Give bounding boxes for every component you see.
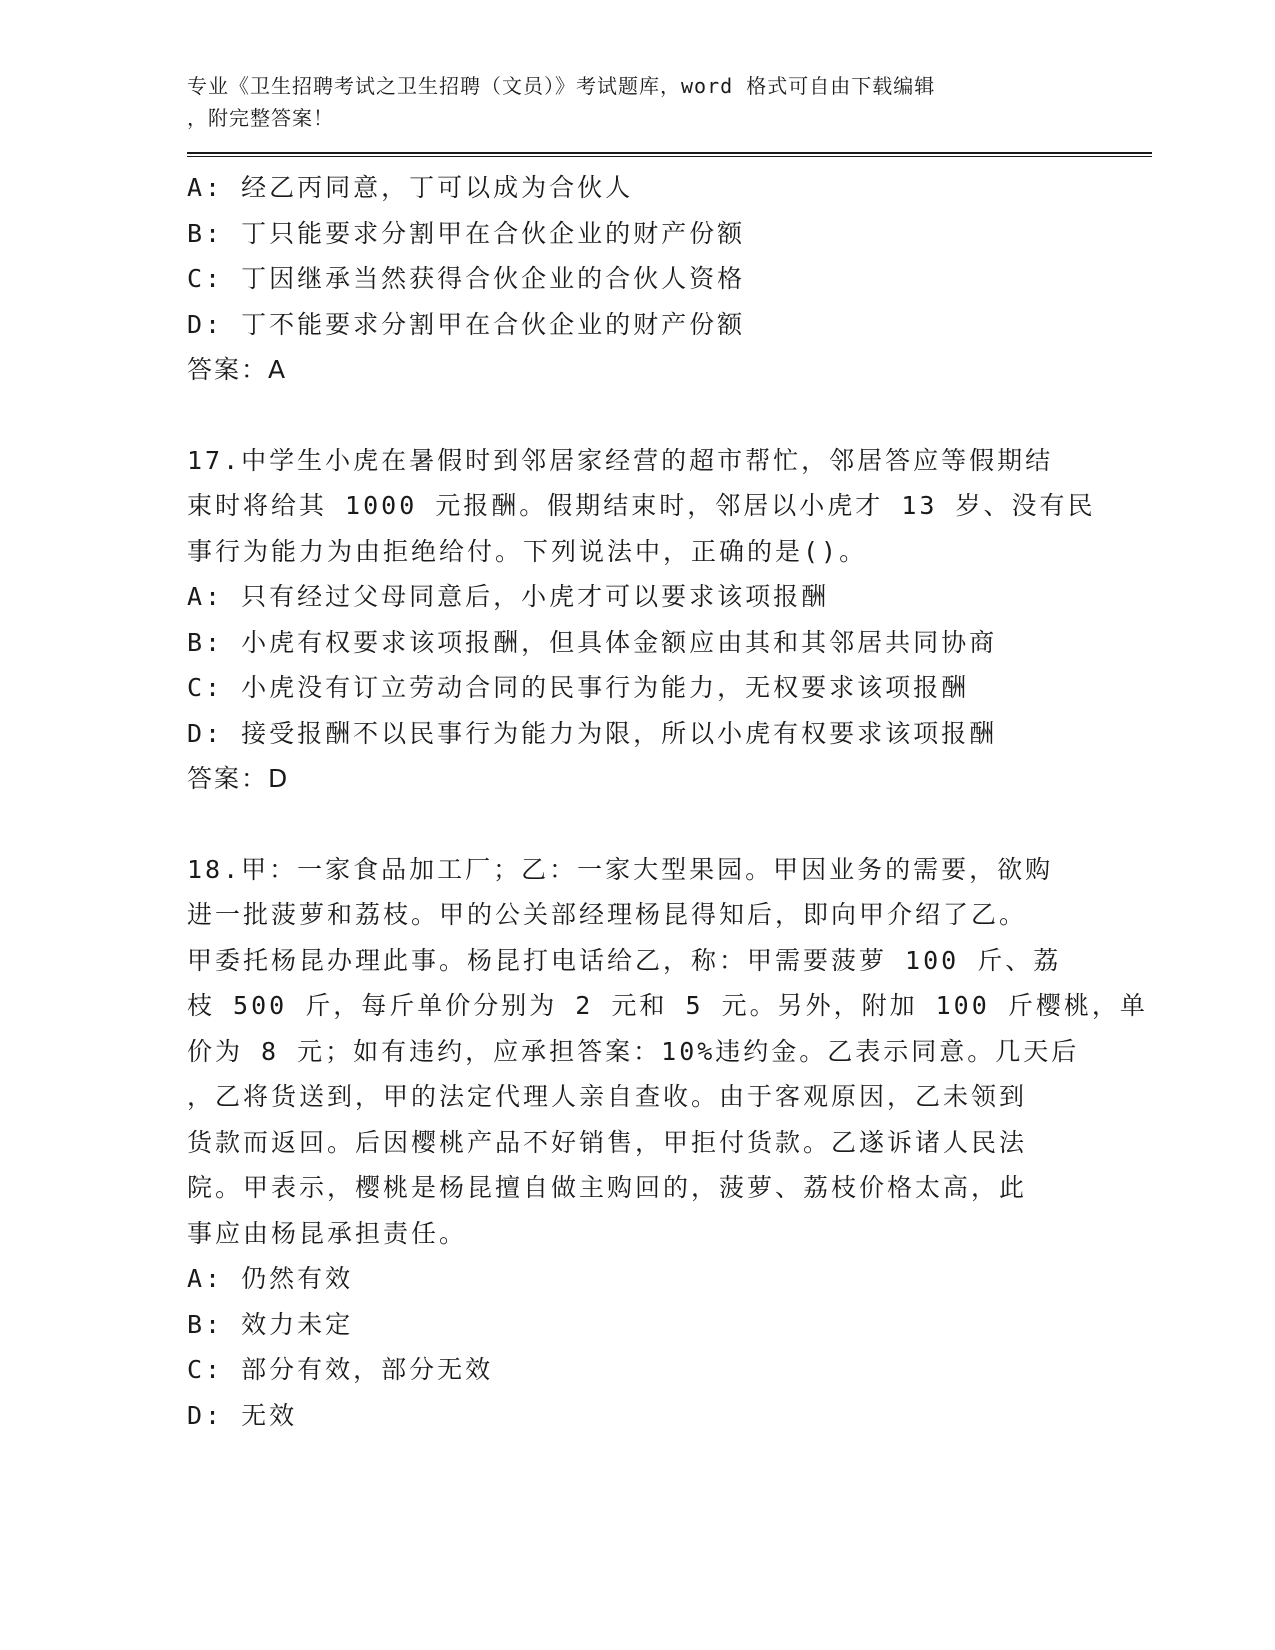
header-line-1: 专业《卫生招聘考试之卫生招聘（文员）》考试题库，word 格式可自由下载编辑	[187, 74, 936, 98]
option-a: A: 仍然有效	[187, 1264, 354, 1293]
spacer	[187, 802, 1147, 847]
option-d: D: 丁不能要求分割甲在合伙企业的财产份额	[187, 309, 746, 339]
question-stem-line: 甲委托杨昆办理此事。杨昆打电话给乙，称：甲需要菠萝 100 斤、荔	[187, 945, 1062, 975]
document-page	[187, 70, 1147, 1438]
question-stem-line: 17.中学生小虎在暑假时到邻居家经营的超市帮忙，邻居答应等假期结	[187, 445, 1054, 475]
document-header	[187, 70, 1067, 134]
option-c: C: 小虎没有订立劳动合同的民事行为能力，无权要求该项报酬	[187, 673, 970, 702]
question-stem-line: 18.甲：一家食品加工厂；乙：一家大型果园。甲因业务的需要，欲购	[187, 854, 1054, 884]
question-stem-line: 院。甲表示，樱桃是杨昆擅自做主购回的，菠萝、荔枝价格太高，此	[187, 1173, 1028, 1202]
option-d: D: 接受报酬不以民事行为能力为限，所以小虎有权要求该项报酬	[187, 718, 998, 748]
option-b: B: 丁只能要求分割甲在合伙企业的财产份额	[187, 218, 746, 248]
header-line-2: ，附完整答案！	[187, 106, 334, 130]
option-d: D: 无效	[187, 1400, 298, 1430]
option-c: C: 丁因继承当然获得合伙企业的合伙人资格	[187, 264, 746, 293]
question-stem-line: ，乙将货送到，甲的法定代理人亲自查收。由于客观原因，乙未领到	[187, 1082, 1028, 1111]
option-a: A: 只有经过父母同意后，小虎才可以要求该项报酬	[187, 582, 830, 611]
header-divider	[187, 152, 1152, 157]
question-17-block	[187, 438, 1147, 802]
question-stem-line: 束时将给其 1000 元报酬。假期结束时，邻居以小虎才 13 岁、没有民	[187, 491, 1096, 520]
question-stem-line: 进一批菠萝和荔枝。甲的公关部经理杨昆得知后，即向甲介绍了乙。	[187, 900, 1028, 929]
answer-label: 答案：D	[187, 764, 290, 793]
spacer	[187, 393, 1147, 438]
question-stem-line: 事行为能力为由拒绝给付。下列说法中，正确的是()。	[187, 536, 868, 566]
question-18-block	[187, 847, 1147, 1439]
question-stem-line: 枝 500 斤，每斤单价分别为 2 元和 5 元。另外，附加 100 斤樱桃，单	[187, 991, 1148, 1020]
option-c: C: 部分有效，部分无效	[187, 1355, 494, 1384]
option-b: B: 小虎有权要求该项报酬，但具体金额应由其和其邻居共同协商	[187, 627, 998, 657]
question-16-block	[187, 165, 1147, 393]
question-stem-line: 货款而返回。后因樱桃产品不好销售，甲拒付货款。乙遂诉诸人民法	[187, 1127, 1028, 1157]
question-stem-line: 事应由杨昆承担责任。	[187, 1218, 468, 1248]
option-a: A: 经乙丙同意，丁可以成为合伙人	[187, 173, 634, 202]
question-stem-line: 价为 8 元；如有违约，应承担答案：10%违约金。乙表示同意。几天后	[187, 1036, 1080, 1066]
option-b: B: 效力未定	[187, 1309, 354, 1339]
answer-label: 答案：A	[187, 355, 288, 384]
